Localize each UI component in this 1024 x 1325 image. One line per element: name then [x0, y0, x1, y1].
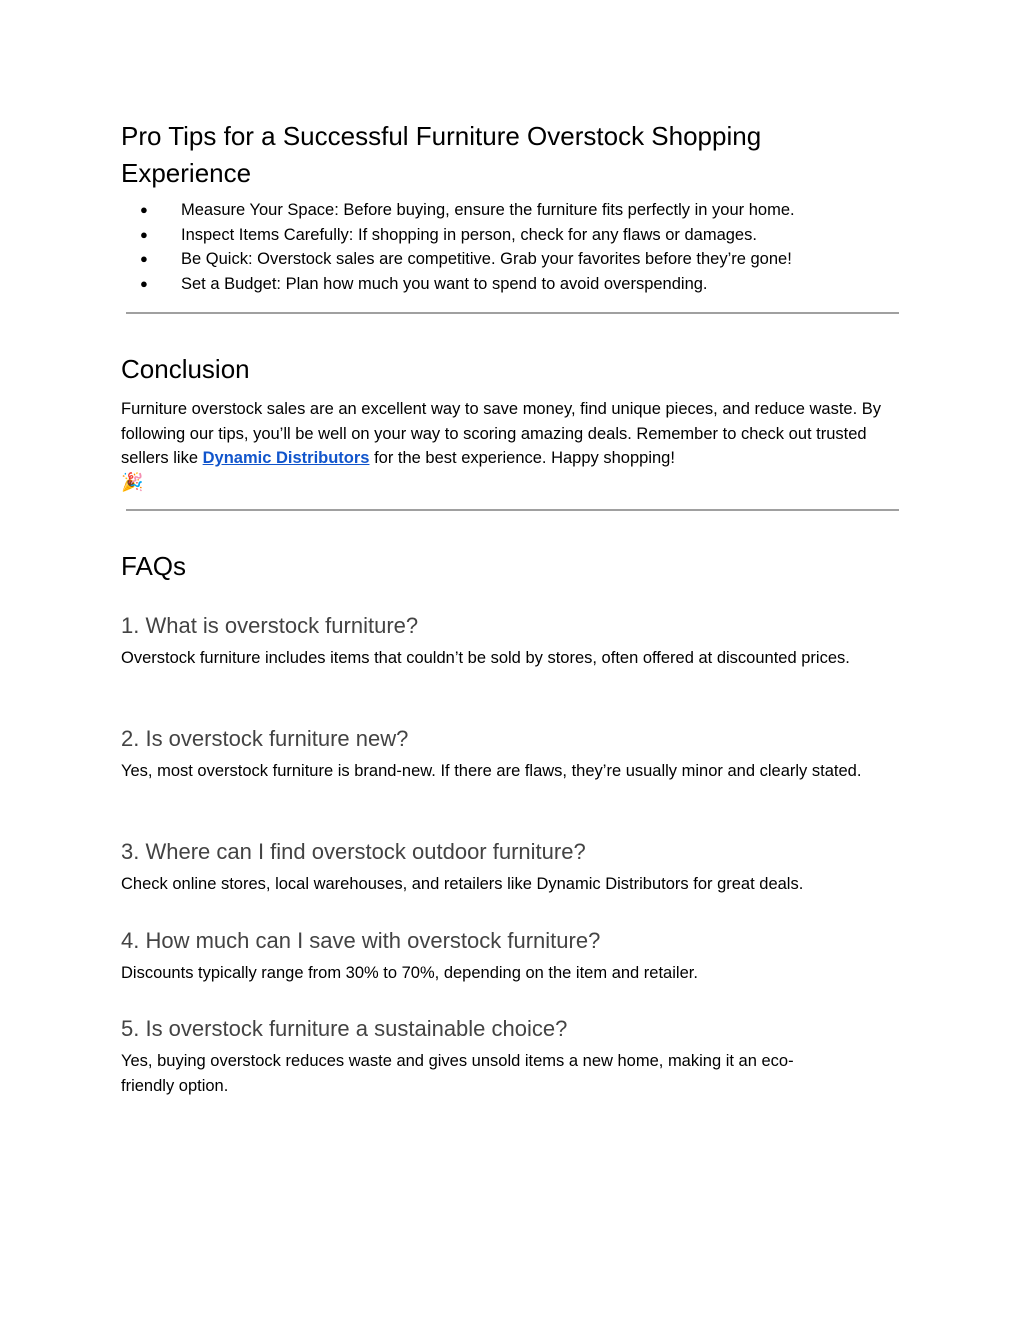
faq-item	[121, 838, 901, 897]
bullet-icon: ●	[140, 275, 148, 291]
faq-question: 5. Is overstock furniture a sustainable choice?	[121, 1016, 568, 1041]
tips-section	[121, 118, 901, 296]
party-popper-icon: 🎉	[121, 471, 144, 492]
faq-item	[121, 1015, 901, 1098]
bullet-icon: ●	[140, 251, 148, 266]
dynamic-distributors-link[interactable]: Dynamic Distributors	[202, 449, 370, 467]
faq-question: 4. How much can I save with overstock furniture?	[121, 928, 601, 953]
faq-item	[121, 927, 901, 986]
faq-question: 1. What is overstock furniture?	[121, 613, 419, 638]
faq-item	[121, 725, 901, 784]
section-divider	[126, 312, 899, 314]
list-item: ● Set a Budget: Plan how much you want to spend to avoid overspending.	[121, 272, 901, 297]
faqs-heading: FAQs	[121, 551, 187, 581]
faq-answer: Discounts typically range from 30% to 70%, depending on the item and retailer.	[121, 964, 698, 982]
list-item: ● Measure Your Space: Before buying, ensure the furniture fits perfectly in your home.	[121, 198, 901, 223]
list-item: ● Inspect Items Carefully: If shopping in person, check for any flaws or damages.	[121, 223, 901, 248]
tips-heading: Pro Tips for a Successful Furniture Overstock Shopping Experience	[121, 121, 762, 188]
faqs-heading-block	[121, 549, 901, 583]
section-divider	[126, 509, 899, 511]
conclusion-heading: Conclusion	[121, 354, 250, 384]
bullet-icon: ●	[140, 202, 148, 217]
tips-list	[121, 198, 901, 296]
faq-answer: Yes, buying overstock reduces waste and gives unsold items a new home, making it an eco-friendly option.	[121, 1052, 794, 1095]
faq-question: 2. Is overstock furniture new?	[121, 726, 409, 751]
conclusion-section	[121, 352, 901, 495]
conclusion-paragraph: Furniture overstock sales are an excellent way to save money, find unique pieces, and reduce waste. By following our tips, you’ll be well on your way to scoring amazing deals. Remember to check out trusted sellers like Dynamic Distributors for the best experience. Happy shopping! 🎉	[121, 400, 882, 492]
faq-answer: Yes, most overstock furniture is brand-new. If there are flaws, they’re usually minor and clearly stated.	[121, 762, 862, 780]
faq-item	[121, 612, 901, 671]
faq-question: 3. Where can I find overstock outdoor furniture?	[121, 839, 586, 864]
bullet-icon: ●	[140, 226, 148, 242]
faq-answer: Overstock furniture includes items that couldn’t be sold by stores, often offered at discounted prices.	[121, 649, 850, 667]
list-item: ● Be Quick: Overstock sales are competitive. Grab your favorites before they’re gone!	[121, 247, 901, 272]
faq-answer: Check online stores, local warehouses, and retailers like Dynamic Distributors for great deals.	[121, 875, 804, 893]
